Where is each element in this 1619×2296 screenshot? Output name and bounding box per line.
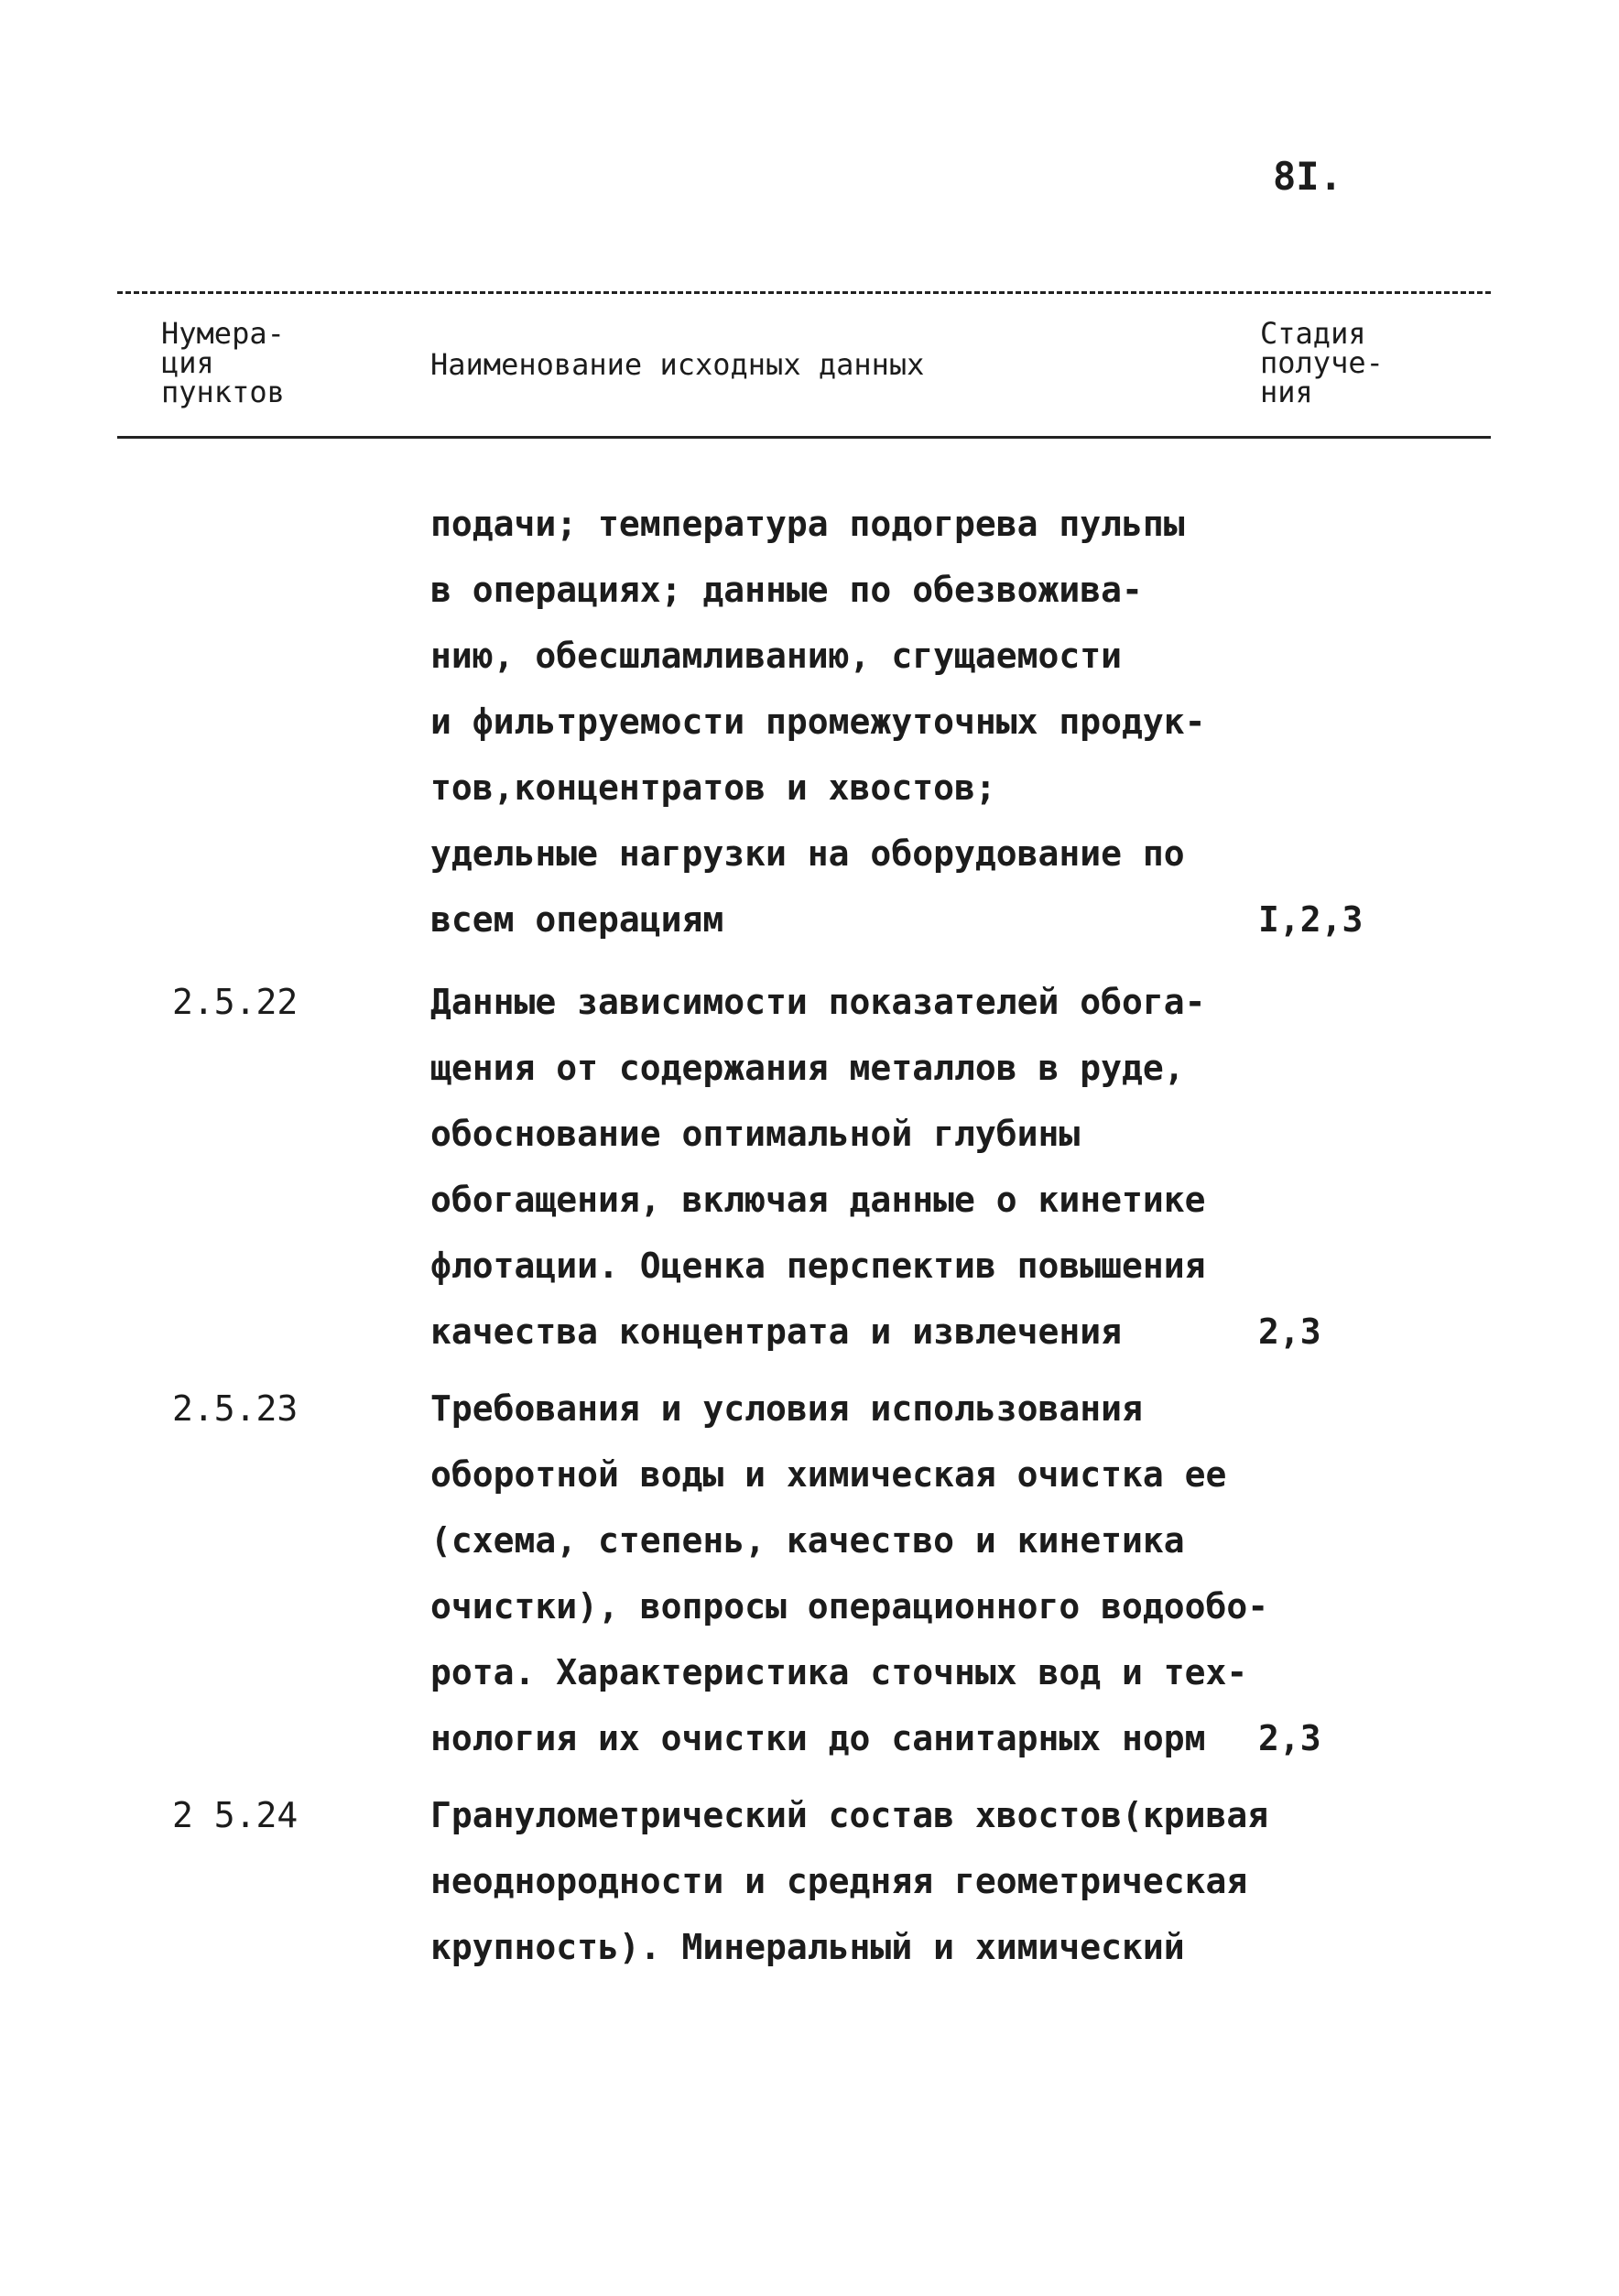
row-number: 2.5.22 [172,982,299,1022]
header-name: Наименование исходных данных [430,347,925,382]
row-line: обогащения, включая данные о кинетике [430,1180,1206,1220]
page-number: 8I. [1273,154,1342,199]
row-stage: 2,3 [1258,1718,1321,1758]
row-line: Гранулометрический состав хвостов(кривая [430,1795,1269,1835]
row-line: рота. Характеристика сточных вод и тех- [430,1652,1248,1692]
row-line: в операциях; данные по обезвожива- [430,570,1143,610]
row-line: флотации. Оценка перспектив повышения [430,1246,1206,1286]
row-description [430,491,1236,952]
row-line: оборотной воды и химическая очистка ее [430,1454,1227,1495]
row-line: всем операциям [430,899,724,940]
header-stage: Стадия получе- ния [1260,316,1384,409]
row-line: неоднородности и средняя геометрическая [430,1861,1248,1901]
row-line: (схема, степень, качество и кинетика [430,1520,1185,1561]
row-stage: I,2,3 [1258,899,1364,940]
row-line: нию, обесшламливанию, сгущаемости [430,636,1122,676]
row-description [430,1376,1269,1771]
row-line: удельные нагрузки на оборудование по [430,833,1185,874]
row-line: очистки), вопросы операционного водообо- [430,1586,1269,1627]
header-numbering: Нумера- ция пунктов [161,316,285,409]
row-description [430,969,1236,1365]
row-line: Требования и условия использования [430,1388,1143,1429]
row-line: щения от содержания металлов в руде, [430,1048,1185,1088]
row-line: нология их очистки до санитарных норм [430,1718,1206,1758]
table-header-rule [117,436,1491,439]
table-top-rule [117,291,1491,294]
row-line: Данные зависимости показателей обога- [430,982,1206,1022]
row-stage: 2,3 [1258,1311,1321,1352]
row-line: подачи; температура подогрева пульпы [430,504,1185,544]
row-line: качества концентрата и извлечения [430,1311,1122,1352]
row-line: и фильтруемости промежуточных продук- [430,702,1206,742]
row-line: обоснование оптимальной глубины [430,1114,1081,1154]
row-number: 2.5.23 [172,1388,299,1429]
row-line: тов,концентратов и хвостов; [430,767,996,808]
row-description [430,1782,1269,1980]
row-number: 2 5.24 [172,1795,299,1835]
row-line: крупность). Минеральный и химический [430,1927,1185,1967]
